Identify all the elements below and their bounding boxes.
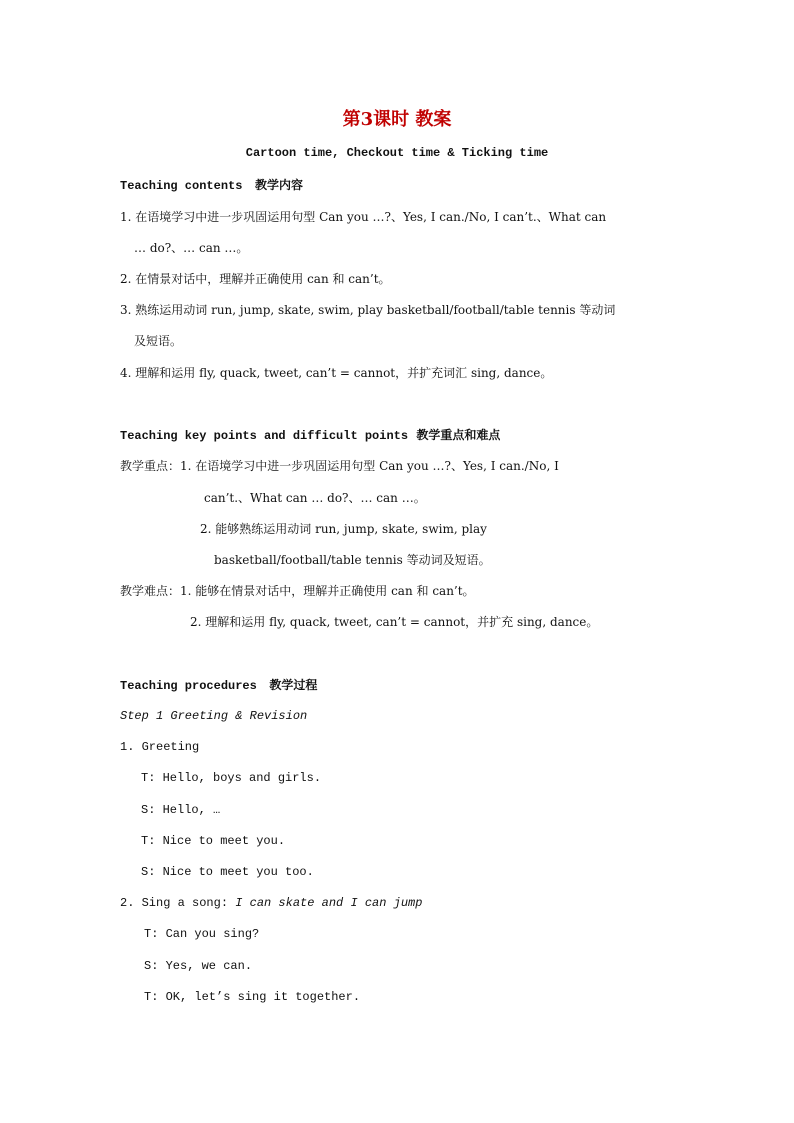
greeting-line-4: S: Nice to meet you too. xyxy=(141,865,314,879)
contents-heading xyxy=(120,177,303,194)
contents-item-1: 1. 在语境学习中进一步巩固运用句型 Can you …?、Yes, I can./No, I can’t.、What can xyxy=(120,210,607,224)
step1-heading: Step 1 Greeting & Revision xyxy=(120,709,308,723)
contents-item-4: 4. 理解和运用 fly, quack, tweet, can’t = cannot，并扩充词汇 sing, dance。 xyxy=(120,366,553,380)
difficulty-line-1: 教学难点：1. 能够在情景对话中，理解并正确使用 can 和 can’t。 xyxy=(120,584,475,598)
song-dialog-1: T: Can you sing? xyxy=(144,927,260,941)
song-dialog-3: T: OK, let’s sing it together. xyxy=(144,990,361,1004)
contents-item-3-cont: 及短语。 xyxy=(134,334,183,348)
song-dialog-2: S: Yes, we can. xyxy=(144,959,253,973)
page-subtitle: Cartoon time, Checkout time & Ticking time xyxy=(245,146,549,160)
keypoint-line-3: 2. 能够熟练运用动词 run, jump, skate, swim, play xyxy=(200,522,487,536)
procedures-heading-en: Teaching procedures xyxy=(120,679,257,693)
keypoint-line-4: basketball/football/table tennis 等动词及短语。 xyxy=(214,553,491,567)
page-title: 第3课时 教案 xyxy=(342,109,452,130)
greeting-title: 1. Greeting xyxy=(120,740,200,754)
greeting-line-1: T: Hello, boys and girls. xyxy=(141,771,322,785)
difficulty-line-2: 2. 理解和运用 fly, quack, tweet, can’t = cannot，并扩充 sing, dance。 xyxy=(190,615,599,629)
keypoints-heading-en: Teaching key points and difficult points xyxy=(120,429,409,443)
contents-heading-en: Teaching contents xyxy=(120,179,243,193)
keypoints-heading-cn: 教学重点和难点 xyxy=(416,428,501,442)
greeting-line-3: T: Nice to meet you. xyxy=(141,834,286,848)
keypoint-line-2: can’t.、What can … do?、… can …。 xyxy=(204,491,426,505)
song-title: I can skate and I can jump xyxy=(235,896,423,910)
greeting-line-2: S: Hello, … xyxy=(141,803,221,817)
song-line xyxy=(120,895,422,911)
procedures-heading xyxy=(120,677,317,694)
keypoints-heading xyxy=(120,427,500,444)
procedures-heading-cn: 教学过程 xyxy=(269,678,318,692)
contents-heading-cn: 教学内容 xyxy=(254,178,303,192)
contents-item-2: 2. 在情景对话中，理解并正确使用 can 和 can’t。 xyxy=(120,272,391,286)
contents-item-3: 3. 熟练运用动词 run, jump, skate, swim, play basketball/football/table tennis 等动词 xyxy=(120,303,616,317)
contents-item-1-cont: … do?、… can …。 xyxy=(134,241,249,255)
song-prefix: 2. Sing a song: xyxy=(120,896,236,910)
keypoint-line-1: 教学重点：1. 在语境学习中进一步巩固运用句型 Can you …?、Yes, I can./No, I xyxy=(120,459,559,473)
